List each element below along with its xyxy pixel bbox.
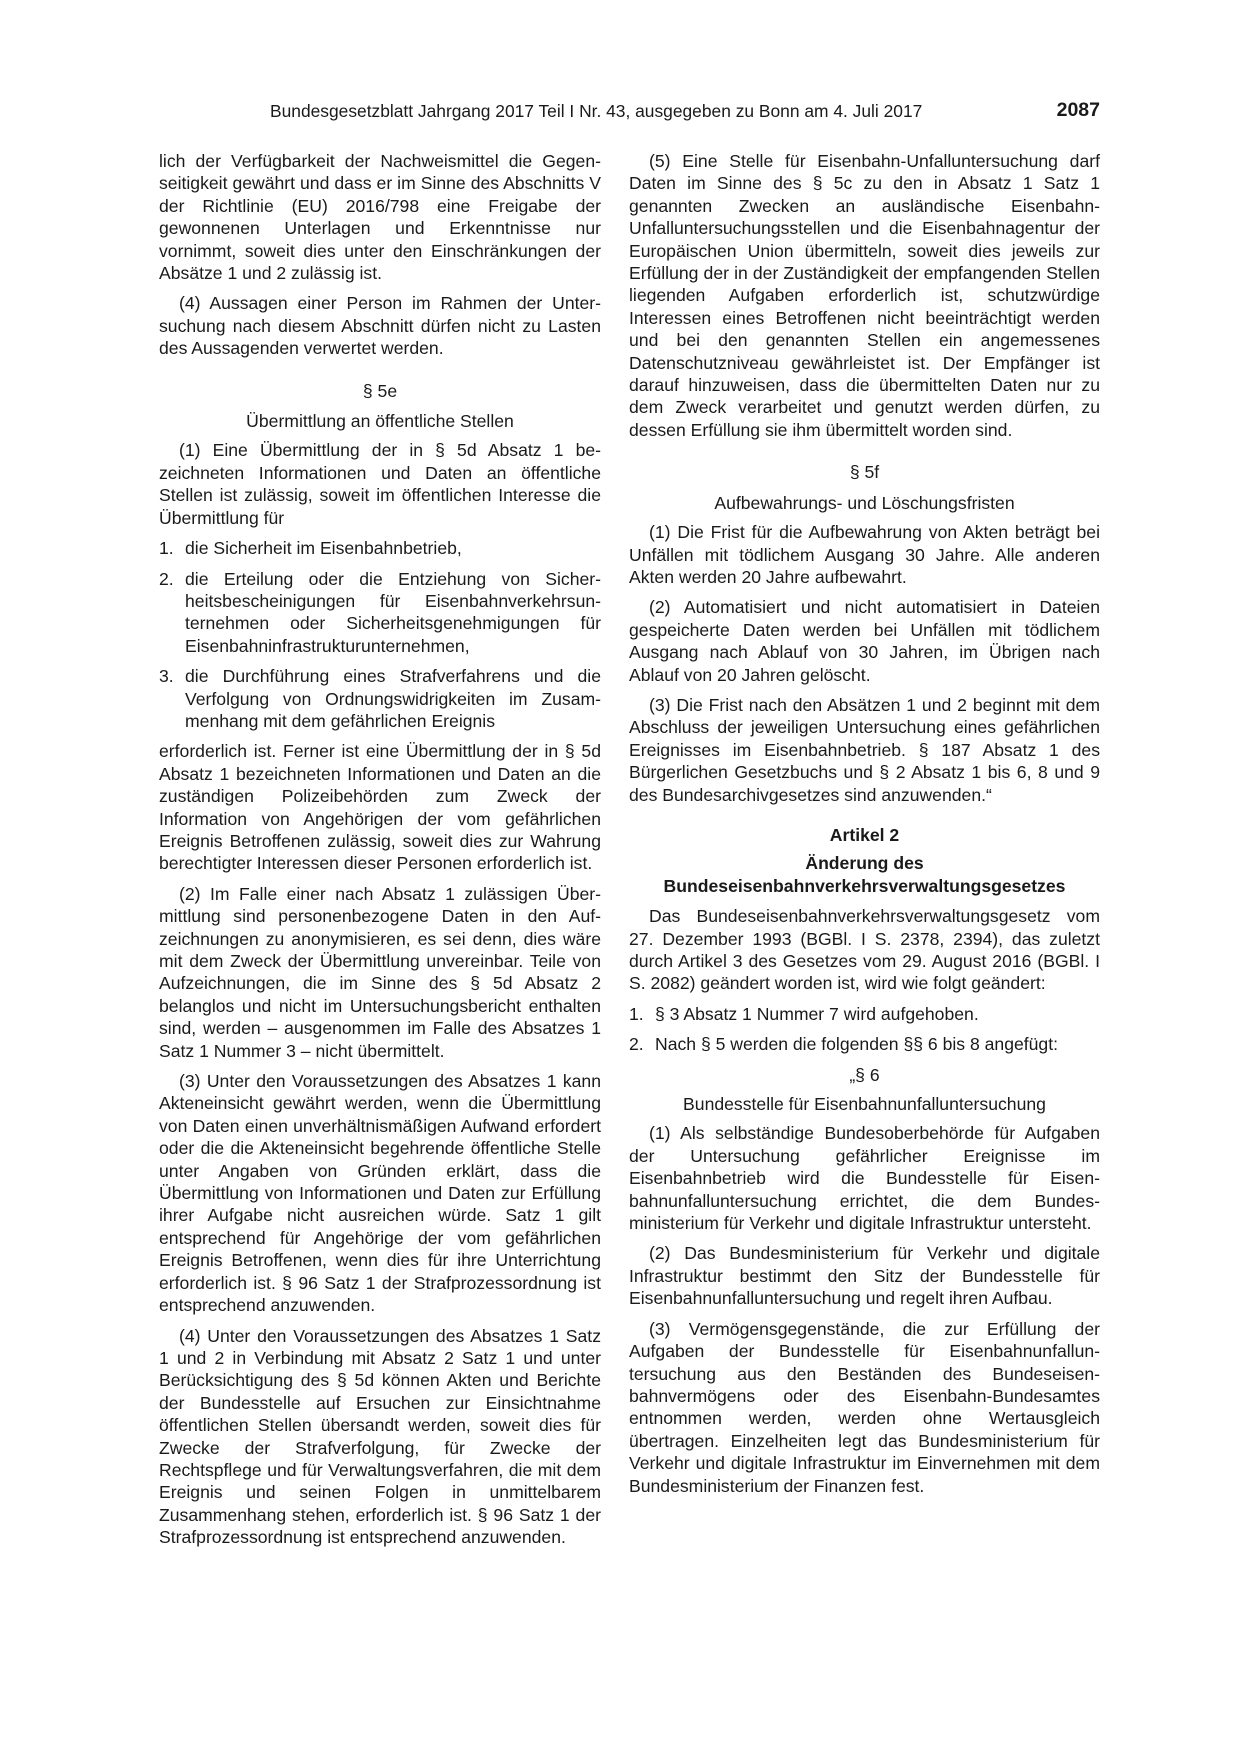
list-item-number: 3. <box>159 666 174 687</box>
paragraph-5f-absatz-3: (3) Die Frist nach den Absätzen 1 und 2 beginnt mit dem Abschluss der jeweiligen Untersuchung eines gefährlichen Ereignisses im Eisenbahnbetrieb. § 187 Absatz 1 des Bürgerlichen Gesetzbuchs und § 2 Absatz 1 bis 6, 8 und 9 des Bundesarchivgesetzes sind anzuwenden.“ <box>629 694 1100 805</box>
list-item-number: 1. <box>159 538 174 559</box>
list-item-text: die Durchführung eines Strafverfahrens und die Verfolgung von Ordnungswidrigkeiten im Zusammenhang mit dem gefährlichen Ereignis <box>185 666 601 731</box>
paragraph-5e-absatz-1: (1) Eine Übermittlung der in § 5d Absatz 1 bezeichneten Informationen und Daten an öffentliche Stellen ist zulässig, soweit im öffentlichen Interesse die Übermittlung für <box>159 440 601 528</box>
paragraph-absatz-4: (4) Aussagen einer Person im Rahmen der Untersuchung nach diesem Abschnitt dürfen nicht zu Lasten des Aussagenden verwertet werden. <box>159 293 601 359</box>
list-item <box>159 665 601 732</box>
list-item-number: 1. <box>629 1003 644 1024</box>
running-title: Bundesgesetzblatt Jahrgang 2017 Teil I Nr. 43, ausgegeben zu Bonn am 4. Juli 2017 <box>270 101 923 121</box>
article-title: Artikel 2 <box>829 824 900 845</box>
section-5e-title: Übermittlung an öffentliche Stellen <box>246 411 514 432</box>
list-item <box>159 568 601 658</box>
right-column <box>629 150 1100 1505</box>
paragraph-absatz-5: (5) Eine Stelle für Eisenbahn-Unfalluntersuchung darf Daten im Sinne des § 5c zu den in Absatz 1 Satz 1 genannten Zwecken an ausländische Eisenbahn-Unfalluntersuchungsstellen und die Eisenbahnagentur der Europäischen Union übermitteln, soweit dies jeweils zur Erfüllung der in der Zuständigkeit der empfangenden Stellen liegenden Aufgaben erforderlich ist, schutzwürdige Interessen eines Betroffenen nicht beeinträchtigt werden und bei den genannten Stellen ein angemessenes Datenschutzniveau gewährleistet ist. Der Empfänger ist darauf hinzuweisen, dass die übermittelten Daten nur zu dem Zweck verarbeitet und genutzt werden dürfen, zu dessen Erfüllung sie ihm übermittelt worden sind. <box>629 151 1100 440</box>
paragraph-6-absatz-2: (2) Das Bundesministerium für Verkehr und digitale Infrastruktur bestimmt den Sitz der Bundesstelle für Eisenbahnunfalluntersuchung und regelt ihren Aufbau. <box>629 1243 1100 1309</box>
list-item-text: die Erteilung oder die Entziehung von Sicherheitsbescheinigungen für Eisenbahnverkehrsunternehmen oder Sicherheitsgenehmigungen für Eisenbahninfrastrukturunternehmen, <box>185 568 601 656</box>
left-column <box>159 150 601 1557</box>
list-item <box>629 1003 1100 1025</box>
paragraph-5f-absatz-2: (2) Automatisiert und nicht automatisiert in Dateien gespeicherte Daten werden bei Unfällen mit tödlichem Ausgang nach Ablauf von 30 Jahren, im Übrigen nach Ablauf von 20 Jahren gelöscht. <box>629 597 1100 685</box>
section-5e-number: § 5e <box>362 380 398 401</box>
article-subtitle-line-2: Bundeseisenbahnverkehrsverwaltungsgesetzes <box>663 875 1066 896</box>
paragraph-6-absatz-1: (1) Als selbständige Bundesoberbehörde für Aufgaben der Untersuchung gefährlicher Ereignisse im Eisenbahnbetrieb wird die Bundesstelle für Eisenbahnunfalluntersuchung errichtet, die dem Bundesministerium für Verkehr und digitale Infrastruktur untersteht. <box>629 1123 1100 1234</box>
list-item <box>629 1033 1100 1055</box>
paragraph-5e-absatz-1-continued: erforderlich ist. Ferner ist eine Übermittlung der in § 5d Absatz 1 bezeichneten Informationen und Daten an die zuständigen Polizeibehörden zum Zweck der Information von Angehörigen der vom gefährlichen Ereignis Betroffenen zulässig, soweit dies zur Wahrung berechtigter Interessen dieser Personen erforderlich ist. <box>159 741 601 874</box>
section-6-number: „§ 6 <box>849 1064 880 1085</box>
article-subtitle-line-1: Änderung des <box>805 853 924 874</box>
article-subtitle <box>629 852 1100 897</box>
paragraph-5e-absatz-2: (2) Im Falle einer nach Absatz 1 zulässigen Übermittlung sind personenbezogene Daten in den Aufzeichnungen zu anonymisieren, es sei denn, dies wäre mit dem Zweck der Übermittlung unvereinbar. Teile von Aufzeichnungen, die im Sinne des § 5d Absatz 2 belanglos und nicht im Untersuchungsbericht enthalten sind, werden – ausgenommen im Falle des Absatzes 1 Satz 1 Nummer 3 – nicht übermittelt. <box>159 883 601 1061</box>
paragraph-5f-absatz-1: (1) Die Frist für die Aufbewahrung von Akten beträgt bei Unfällen mit tödlichem Ausgang 30 Jahre. Alle anderen Akten werden 20 Jahre aufbewahrt. <box>629 522 1100 587</box>
paragraph-6-absatz-3: (3) Vermögensgegenstände, die zur Erfüllung der Aufgaben der Bundesstelle für Eisenbahnunfalluntersuchung aus den Beständen des Bundeseisenbahnvermögens oder des Eisenbahn-Bundesamtes entnommen werden, werden ohne Wertausgleich übertragen. Einzelheiten legt das Bundesministerium für Verkehr und digitale Infrastruktur im Einvernehmen mit dem Bundesministerium der Finanzen fest. <box>629 1318 1100 1496</box>
list-item-text: Nach § 5 werden die folgenden §§ 6 bis 8 angefügt: <box>655 1034 1058 1055</box>
running-header <box>270 100 1100 126</box>
list-item-number: 2. <box>159 568 174 589</box>
section-6-title: Bundesstelle für Eisenbahnunfalluntersuchung <box>683 1094 1046 1115</box>
list-item-number: 2. <box>629 1034 644 1055</box>
paragraph-5e-absatz-3: (3) Unter den Voraussetzungen des Absatzes 1 kann Akteneinsicht gewährt werden, wenn die Übermittlung von Daten einen unverhältnismäßigen Aufwand erfordert oder die die Akteneinsicht begehrende öffentliche Stelle unter Angaben von Gründen erklärt, dass die Übermittlung von Informationen und Daten zur Erfüllung ihrer Aufgabe nicht ausreichen würde. Satz 1 gilt entsprechend für Angehörige der vom gefährlichen Ereignis Betroffenen, wenn dies für ihre Unterrichtung erforderlich ist. § 96 Satz 1 der Strafprozessordnung ist entsprechend anzuwenden. <box>159 1071 601 1316</box>
list-5e-purposes <box>159 537 601 732</box>
list-item <box>159 537 601 559</box>
section-5f-number: § 5f <box>849 462 880 483</box>
paragraph-continuation: lich der Verfügbarkeit der Nachweismittel die Gegenseitigkeit gewährt und dass er im Sinne des Abschnitts V der Richtlinie (EU) 2016/798 eine Freigabe der gewonnenen Unterlagen und Erkenntnisse nur vornimmt, soweit dies unter den Einschränkungen der Absätze 1 und 2 zulässig ist. <box>159 151 601 284</box>
paragraph-5e-absatz-4: (4) Unter den Voraussetzungen des Absatzes 1 Satz 1 und 2 in Verbindung mit Absatz 2 Satz 1 und unter Berücksichtigung des § 5d können Akten und Berichte der Bundesstelle auf Ersuchen zur Einsichtnahme öffentlichen Stellen übersandt werden, soweit dies für Zwecke der Strafverfolgung, für Zwecke der Rechtspflege und für Verwaltungsverfahren, die mit dem Ereignis und seinen Folgen in unmittelbarem Zusammenhang stehen, erforderlich ist. § 96 Satz 1 der Strafprozessordnung ist entsprechend anzuwenden. <box>159 1325 601 1548</box>
list-item-text: § 3 Absatz 1 Nummer 7 wird aufgehoben. <box>655 1003 979 1024</box>
paragraph-article-2-intro: Das Bundeseisenbahnverkehrsverwaltungsgesetz vom 27. Dezember 1993 (BGBl. I S. 2378, 2394), das zuletzt durch Artikel 3 des Gesetzes vom 29. August 2016 (BGBl. I S. 2082) geändert worden ist, wird wie folgt geändert: <box>629 906 1100 994</box>
list-item-text: die Sicherheit im Eisenbahnbetrieb, <box>185 538 462 559</box>
page-number: 2087 <box>1056 99 1100 121</box>
section-5f-title: Aufbewahrungs- und Löschungsfristen <box>714 492 1015 513</box>
list-article-2-changes <box>629 1003 1100 1056</box>
